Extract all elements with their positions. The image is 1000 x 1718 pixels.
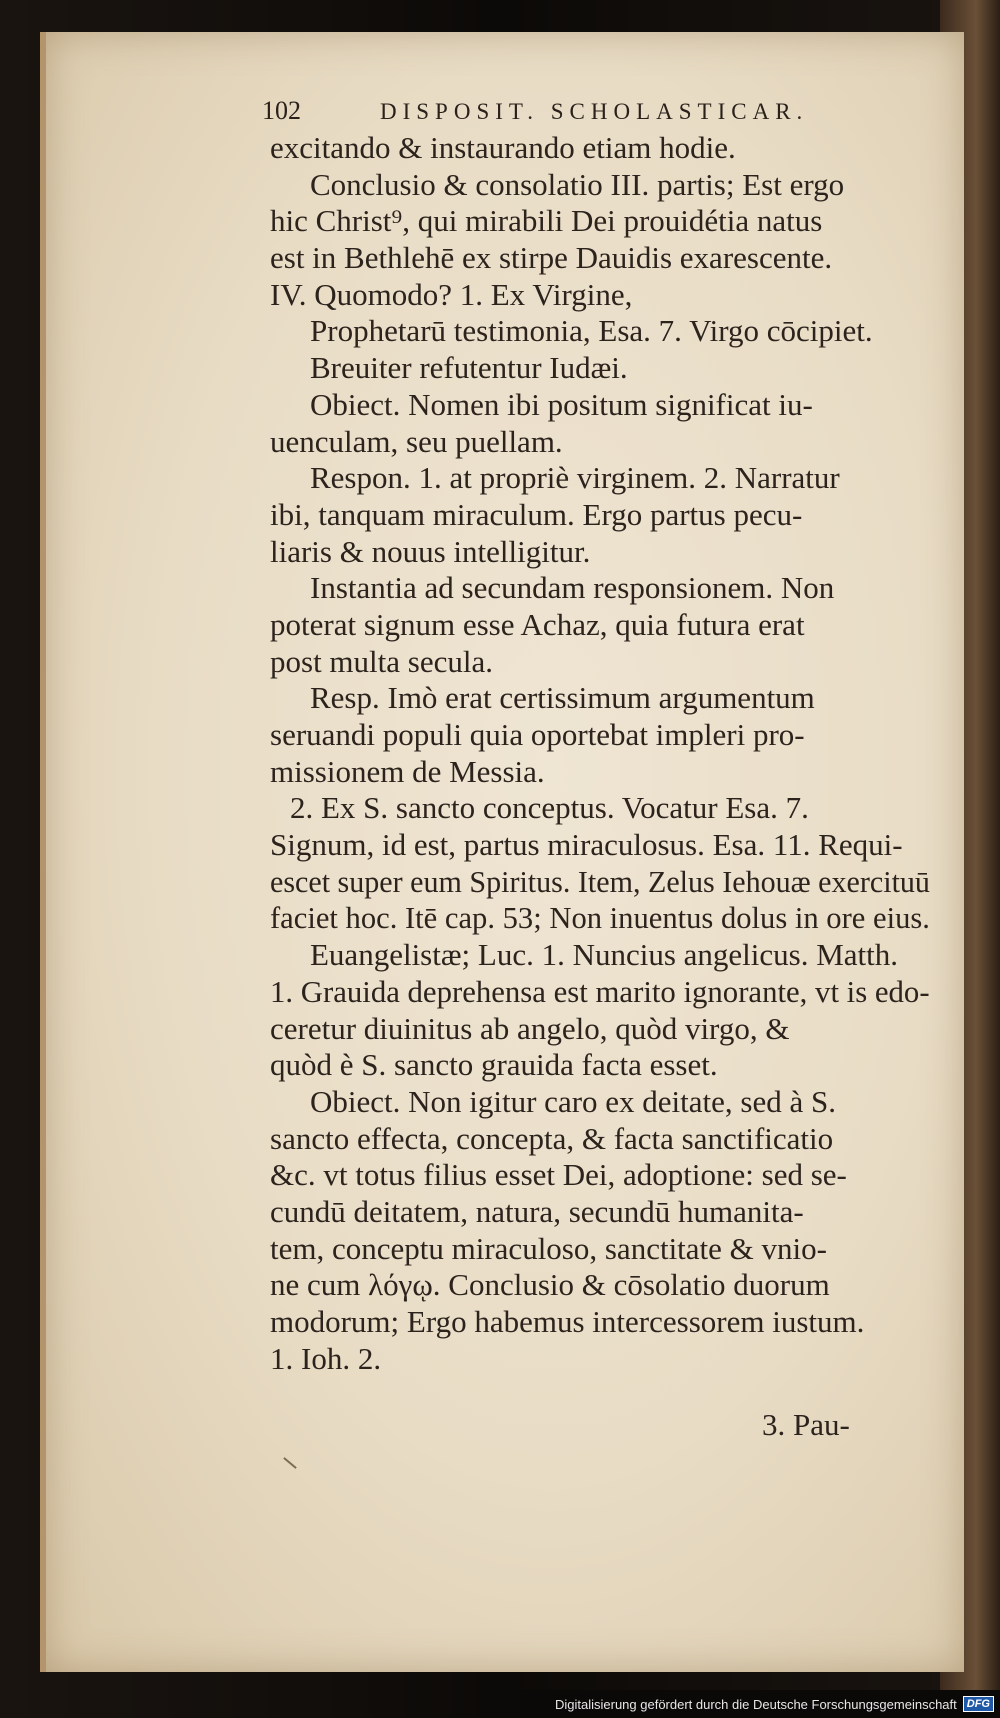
text-line: Instantia ad secundam responsionem. Non <box>310 570 835 606</box>
text-line: Breuiter refutentur Iudæi. <box>310 350 628 386</box>
text-line: faciet hoc. Itē cap. 53; Non inuentus dolus in ore eius. <box>270 900 930 936</box>
text-line: modorum; Ergo habemus intercessorem iustum. <box>270 1304 865 1339</box>
text-line: Obiect. Non igitur caro ex deitate, sed à S. <box>310 1083 836 1119</box>
text-line: escet super eum Spiritus. Item, Zelus Iehouæ exercituū <box>270 863 930 899</box>
text-line: uenculam, seu puellam. <box>270 423 563 459</box>
dfg-logo-icon: DFG <box>963 1696 994 1712</box>
text-line: missionem de Messia. <box>270 753 545 789</box>
text-line: Respon. 1. at propriè virginem. 2. Narratur <box>310 460 840 496</box>
text-line: hic Christ⁹, qui mirabili Dei prouidétia natus <box>270 203 823 239</box>
text-line: cundū deitatem, natura, secundū humanita- <box>270 1193 804 1229</box>
text-line: 2. Ex S. sancto conceptus. Vocatur Esa. 7. <box>290 790 809 826</box>
text-line: Obiect. Nomen ibi positum significat iu- <box>310 386 813 422</box>
running-title: DISPOSIT. SCHOLASTICAR. <box>380 99 809 124</box>
text-line: Prophetarū testimonia, Esa. 7. Virgo cōcipiet. <box>310 313 873 349</box>
text-line: Conclusio & consolatio III. partis; Est ergo <box>310 166 845 202</box>
text-line: Euangelistæ; Luc. 1. Nuncius angelicus. Matth. <box>310 937 899 973</box>
text-line: IV. Quomodo? 1. Ex Virgine, <box>270 276 633 312</box>
text-line: ne cum λόγῳ. Conclusio & cōsolatio duorum <box>270 1267 830 1303</box>
text-line: 1. Ioh. 2. <box>270 1340 382 1376</box>
text-line: poterat signum esse Achaz, quia futura erat <box>270 606 805 642</box>
text-line: quòd è S. sancto grauida facta esset. <box>270 1047 718 1083</box>
footer-credit: Digitalisierung gefördert durch die Deutsche Forschungsgemeinschaft <box>554 1696 957 1712</box>
text-line: ibi, tanquam miraculum. Ergo partus pecu- <box>270 496 803 532</box>
text-line: 1. Grauida deprehensa est marito ignorante, vt is edo- <box>270 973 930 1009</box>
text-line: liaris & nouus intelligitur. <box>270 533 591 569</box>
text-line: &c. vt totus filius esset Dei, adoptione: sed se- <box>270 1157 847 1193</box>
body-text <box>270 130 930 1377</box>
text-line: Resp. Imò erat certissimum argumentum <box>310 680 815 716</box>
text-line: est in Bethlehē ex stirpe Dauidis exarescente. <box>270 240 833 276</box>
page-number: 102 <box>262 96 301 125</box>
text-line: seruandi populi quia oportebat impleri pro- <box>270 717 805 752</box>
text-line: ceretur diuinitus ab angelo, quòd virgo, & <box>270 1010 790 1046</box>
text-line: Signum, id est, partus miraculosus. Esa. 11. Requi- <box>270 827 903 863</box>
text-line: post multa secula. <box>270 643 493 679</box>
text-line: excitando & instaurando etiam hodie. <box>270 130 736 165</box>
digitization-footer <box>520 1690 1000 1718</box>
text-line: tem, conceptu miraculoso, sanctitate & vnio- <box>270 1230 827 1266</box>
text-line: sancto effecta, concepta, & facta sanctificatio <box>270 1120 834 1156</box>
catchword: 3. Pau- <box>762 1407 850 1442</box>
